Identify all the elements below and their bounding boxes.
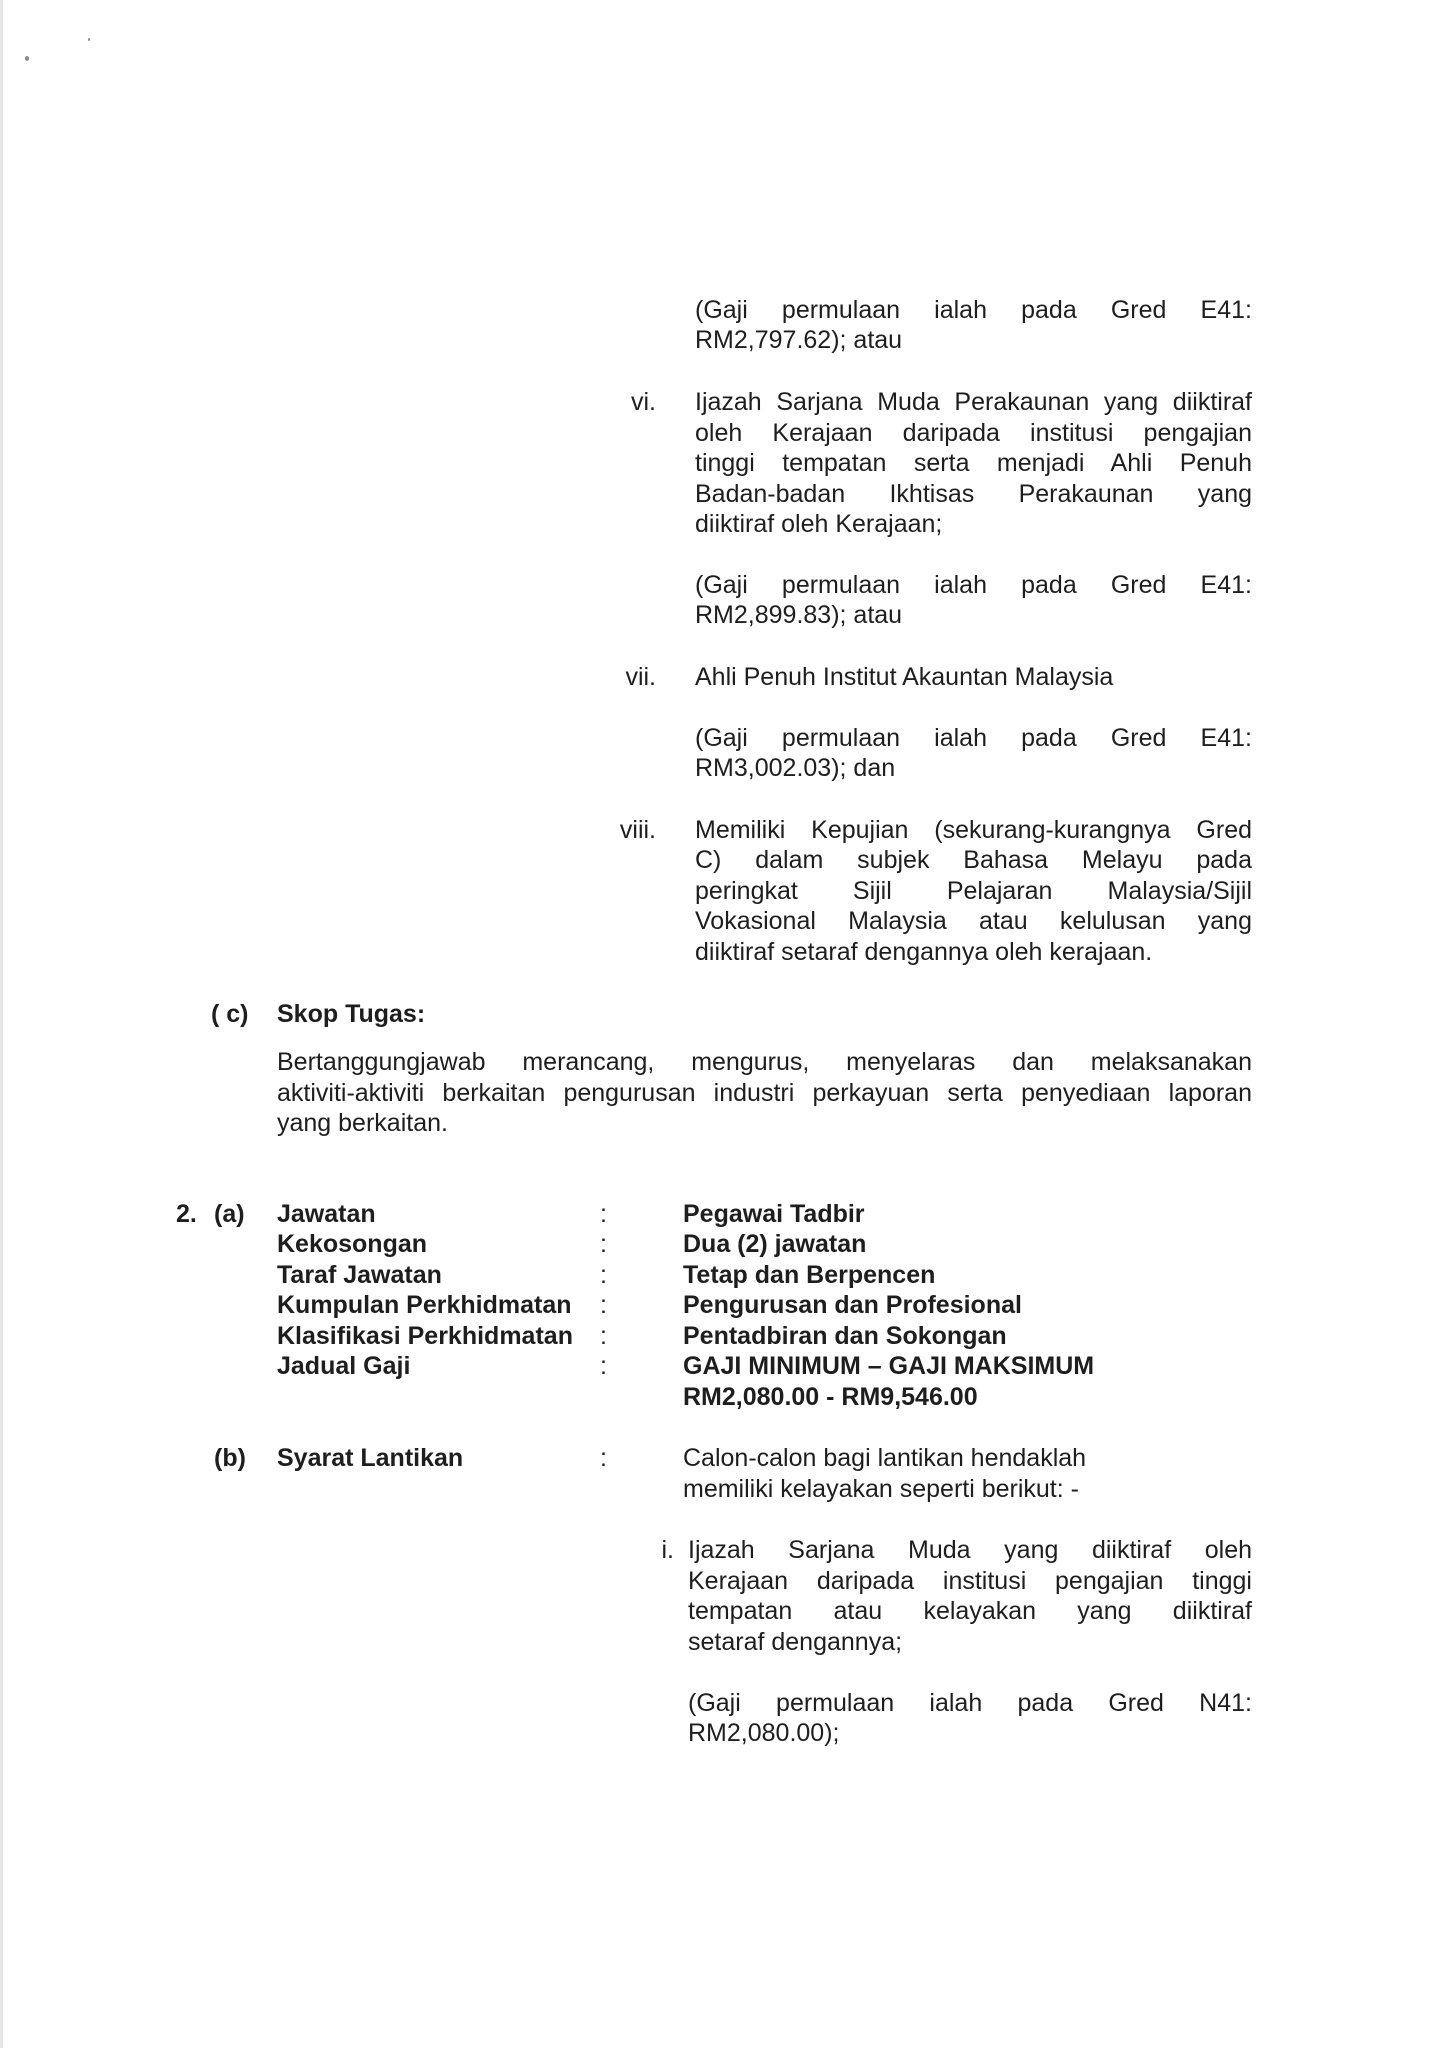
field-value: Dua (2) jawatan — [683, 1230, 867, 1258]
section-2-sub-b: (b) — [214, 1444, 246, 1472]
item-viii-line: diiktiraf setaraf dengannya oleh kerajaan. — [695, 938, 1153, 966]
field-colon: : — [600, 1261, 607, 1289]
field-label: Taraf Jawatan — [277, 1261, 442, 1289]
item-v-salary-line-1: (Gaji permulaan ialah pada Gred E41: — [695, 296, 1252, 324]
requirements-colon: : — [600, 1444, 607, 1472]
item-i-line: Kerajaan daripada institusi pengajian tinggi — [688, 1567, 1252, 1595]
scope-line: aktiviti-aktiviti berkaitan pengurusan industri perkayuan serta penyediaan laporan — [277, 1079, 1252, 1107]
field-value: GAJI MINIMUM – GAJI MAKSIMUM — [683, 1352, 1095, 1380]
page-edge — [0, 0, 3, 2048]
scope-heading: Skop Tugas: — [277, 1000, 426, 1028]
item-i-salary-line-1: (Gaji permulaan ialah pada Gred N41: — [688, 1689, 1252, 1717]
field-colon: : — [600, 1352, 607, 1380]
item-viii-line: Vokasional Malaysia atau kelulusan yang — [695, 907, 1252, 935]
field-colon: : — [600, 1291, 607, 1319]
item-viii-line: Memiliki Kepujian (sekurang-kurangnya Gred — [695, 816, 1252, 844]
requirements-intro-line-2: memiliki kelayakan seperti berikut: - — [683, 1475, 1079, 1503]
field-label: Klasifikasi Perkhidmatan — [277, 1322, 573, 1350]
section-2-number: 2. — [176, 1200, 197, 1228]
scan-speck — [88, 38, 90, 41]
item-vi-line: tinggi tempatan serta menjadi Ahli Penuh — [695, 449, 1252, 477]
field-colon: : — [600, 1322, 607, 1350]
requirements-label: Syarat Lantikan — [277, 1444, 464, 1472]
field-value: Pentadbiran dan Sokongan — [683, 1322, 1007, 1350]
field-colon: : — [600, 1230, 607, 1258]
item-vi-line: Ijazah Sarjana Muda Perakaunan yang diiktiraf — [695, 388, 1252, 416]
item-viii-line: C) dalam subjek Bahasa Melayu pada — [695, 846, 1252, 874]
item-vii-number: vii. — [625, 663, 656, 691]
item-v-salary-line-2: RM2,797.62); atau — [695, 326, 903, 354]
item-i-salary-line-2: RM2,080.00); — [688, 1719, 840, 1747]
requirements-intro-line-1: Calon-calon bagi lantikan hendaklah — [683, 1444, 1087, 1472]
item-viii-number: viii. — [619, 816, 656, 844]
item-vi-line: Badan-badan Ikhtisas Perakaunan yang — [695, 480, 1252, 508]
section-2-sub-a: (a) — [214, 1200, 245, 1228]
item-vi-number: vi. — [631, 388, 656, 416]
field-value: Tetap dan Berpencen — [683, 1261, 936, 1289]
item-i-line: Ijazah Sarjana Muda yang diiktiraf oleh — [688, 1536, 1252, 1564]
scan-speck — [25, 56, 29, 61]
item-i-number: i. — [661, 1536, 674, 1564]
item-vii-salary-line-1: (Gaji permulaan ialah pada Gred E41: — [695, 724, 1252, 752]
item-i-line: setaraf dengannya; — [688, 1628, 903, 1656]
item-viii-line: peringkat Sijil Pelajaran Malaysia/Sijil — [695, 877, 1252, 905]
item-i-line: tempatan atau kelayakan yang diiktiraf — [688, 1597, 1252, 1625]
item-vi-salary-line-2: RM2,899.83); atau — [695, 601, 903, 629]
scope-line: yang berkaitan. — [277, 1109, 448, 1137]
field-label: Kumpulan Perkhidmatan — [277, 1291, 572, 1319]
item-vi-line: oleh Kerajaan daripada institusi pengajian — [695, 419, 1252, 447]
field-colon: : — [600, 1200, 607, 1228]
item-vii-line: Ahli Penuh Institut Akauntan Malaysia — [695, 663, 1114, 691]
item-vii-salary-line-2: RM3,002.03); dan — [695, 754, 896, 782]
field-value: Pengurusan dan Profesional — [683, 1291, 1022, 1319]
scope-line: Bertanggungjawab merancang, mengurus, menyelaras dan melaksanakan — [277, 1048, 1252, 1076]
item-vi-salary-line-1: (Gaji permulaan ialah pada Gred E41: — [695, 571, 1252, 599]
field-label: Jawatan — [277, 1200, 376, 1228]
item-vi-line: diiktiraf oleh Kerajaan; — [695, 510, 943, 538]
field-label: Jadual Gaji — [277, 1352, 411, 1380]
field-value: Pegawai Tadbir — [683, 1200, 865, 1228]
scope-marker: ( c) — [211, 1000, 249, 1028]
field-label: Kekosongan — [277, 1230, 428, 1258]
salary-range: RM2,080.00 - RM9,546.00 — [683, 1383, 978, 1411]
